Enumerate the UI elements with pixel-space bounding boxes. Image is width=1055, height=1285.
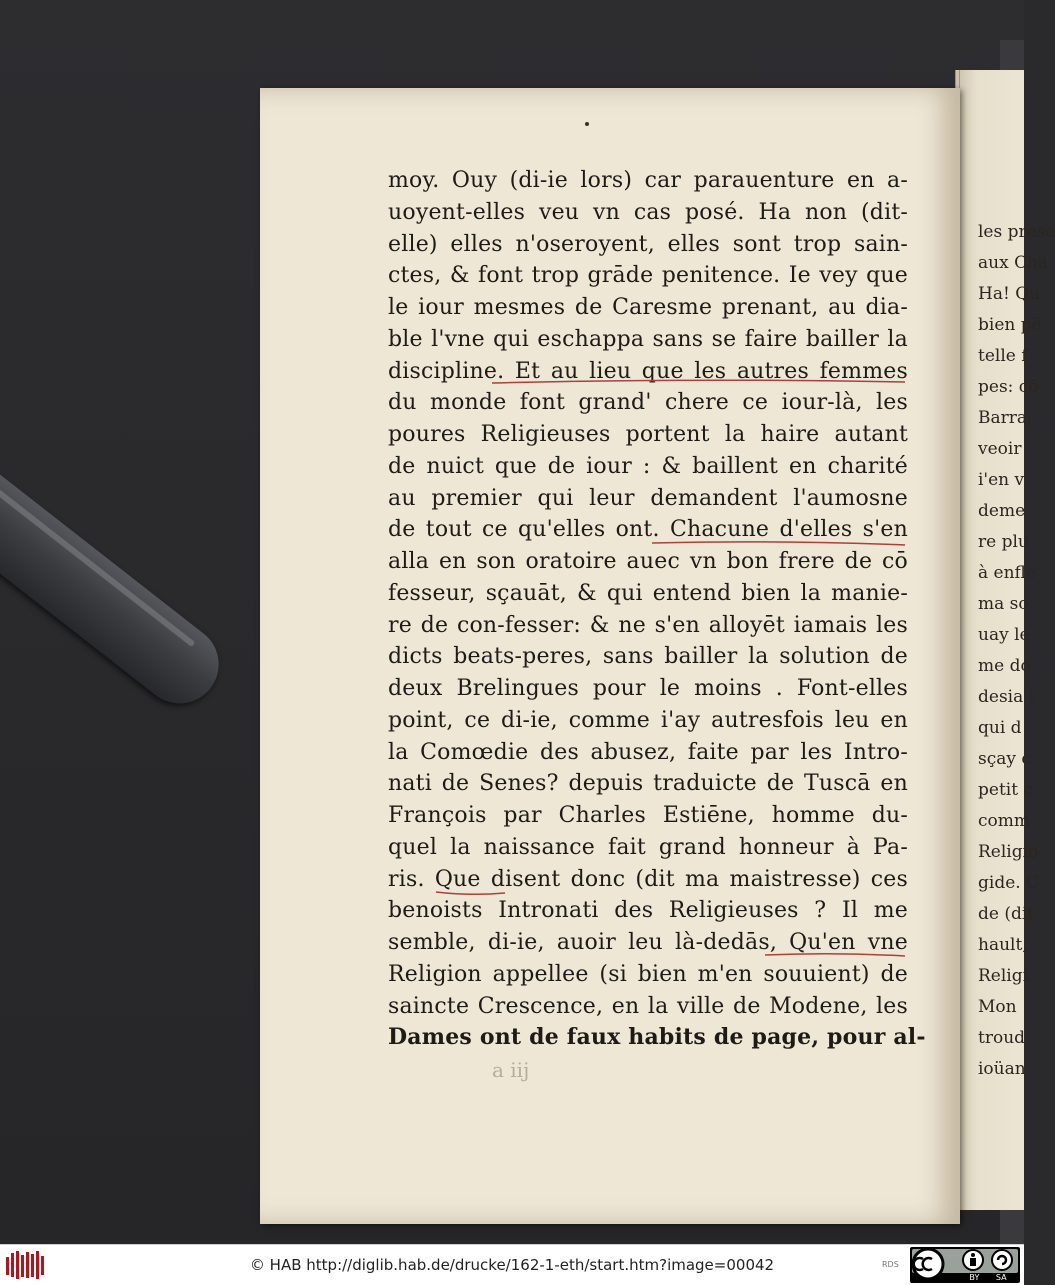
text-line: deux Brelingues pour le moins . Font-elles — [388, 676, 908, 701]
text-line: ble l'vne qui eschappa sans se faire bailler la — [388, 326, 908, 352]
next-page-line: Ha! Qu — [978, 284, 1041, 304]
footer-bar — [0, 1244, 1024, 1285]
text-line: uoyent-elles veu vn cas posé. Ha non (dit- — [388, 199, 908, 225]
next-page-line: à enfle — [978, 563, 1036, 583]
next-page-edge — [955, 70, 1055, 1210]
next-page-line: telle f — [978, 346, 1028, 366]
next-page-line: gide. C — [978, 873, 1040, 893]
cc-icon — [913, 1249, 943, 1279]
next-page-line: re plu — [978, 532, 1029, 552]
next-page-line: uay le — [978, 625, 1030, 645]
next-page-line: veoir — [978, 439, 1022, 459]
next-page-line: Religio — [978, 842, 1039, 862]
next-page-line: ma so — [978, 594, 1029, 614]
next-page-line: comm — [978, 811, 1030, 831]
text-line: le iour mesmes de Caresme prenant, au dia- — [388, 295, 908, 320]
text-line: Religion appellee (si bien m'en souuient) de — [388, 961, 908, 987]
page-mark — [585, 122, 589, 126]
page-text — [388, 165, 926, 1054]
sa-icon — [992, 1250, 1012, 1270]
next-page-line: deme — [978, 501, 1026, 521]
next-page-line: i'en v — [978, 470, 1025, 490]
text-line: du monde font grand' chere ce iour-là, les — [388, 390, 908, 416]
next-page-line: de (dit — [978, 904, 1035, 924]
text-line: de tout ce qu'elles ont. Chacune d'elles s'en — [388, 517, 908, 543]
text-line: moy. Ouy (di-ie lors) car parauenture en a- — [388, 168, 908, 193]
next-page-line: Barra — [978, 408, 1028, 428]
next-page-line: ioüan — [978, 1059, 1026, 1079]
text-line: benoists Intronati des Religieuses ? Il me — [388, 898, 908, 924]
text-line: semble, di-ie, auoir leu là-dedās, Qu'en vne — [388, 930, 908, 955]
signature-mark: a iij — [492, 1058, 530, 1082]
next-page-line: me do — [978, 656, 1031, 676]
text-line: elle) elles n'oseroyent, elles sont trop sain- — [388, 231, 908, 257]
text-line: ctes, & font trop grāde penitence. Ie vey que — [388, 263, 908, 289]
next-page-line: qui d — [978, 718, 1022, 738]
text-line: Dames ont de faux habits de page, pour al- — [388, 1024, 926, 1051]
text-line: quel la naissance fait grand honneur à Pa- — [388, 834, 908, 860]
license-label: BY SA — [969, 1273, 1007, 1282]
next-page-line: pes: cō — [978, 377, 1039, 397]
cc-license-badge[interactable] — [910, 1247, 1020, 1283]
text-line: point, ce di-ie, comme i'ay autresfois leu en — [388, 707, 908, 733]
spatula-tool — [0, 368, 234, 719]
next-page-line: sçay c — [978, 749, 1031, 769]
next-page-line: hault, — [978, 935, 1028, 955]
text-line: poures Religieuses portent la haire autant — [388, 422, 908, 447]
text-line: saincte Crescence, en la ville de Modene, les — [388, 993, 908, 1019]
text-line: nati de Senes? depuis traduicte de Tuscā en — [388, 771, 908, 797]
text-line: ris. Que disent donc (dit ma maistresse) ces — [388, 866, 908, 892]
text-line: de nuict que de iour : & baillent en charité — [388, 453, 908, 479]
text-line: François par Charles Estiēne, homme du- — [388, 803, 908, 828]
next-page-line: bien pē — [978, 315, 1042, 335]
text-line: alla en son oratoire auec vn bon frere de cō — [388, 549, 908, 574]
text-line: la Comœdie des abusez, faite par les Intro- — [388, 739, 908, 765]
text-line: fesseur, sçauāt, & qui entend bien la manie- — [388, 580, 908, 606]
next-page-line: Religi — [978, 966, 1029, 986]
next-page-line: petit c — [978, 780, 1033, 800]
text-line: dicts beats-peres, sans bailler la solution de — [388, 644, 908, 670]
rds-label: RDS — [882, 1260, 899, 1269]
spatula-highlight — [0, 384, 195, 647]
next-page-line: Mon — [978, 997, 1017, 1017]
attribution-link[interactable]: © HAB http://diglib.hab.de/drucke/162-1-eth/start.htm?image=00042 — [249, 1256, 775, 1274]
next-page-line: desia i — [978, 687, 1035, 707]
text-line: au premier qui leur demandent l'aumosne — [388, 485, 908, 511]
next-page-line: troud — [978, 1028, 1026, 1048]
next-page-line: les prese — [978, 222, 1055, 242]
text-line: re de con-fesser: & ne s'en alloyēt iamais les — [388, 612, 908, 638]
next-page-line: aux Cha — [978, 253, 1049, 273]
text-line: discipline. Et au lieu que les autres femmes — [388, 358, 908, 384]
